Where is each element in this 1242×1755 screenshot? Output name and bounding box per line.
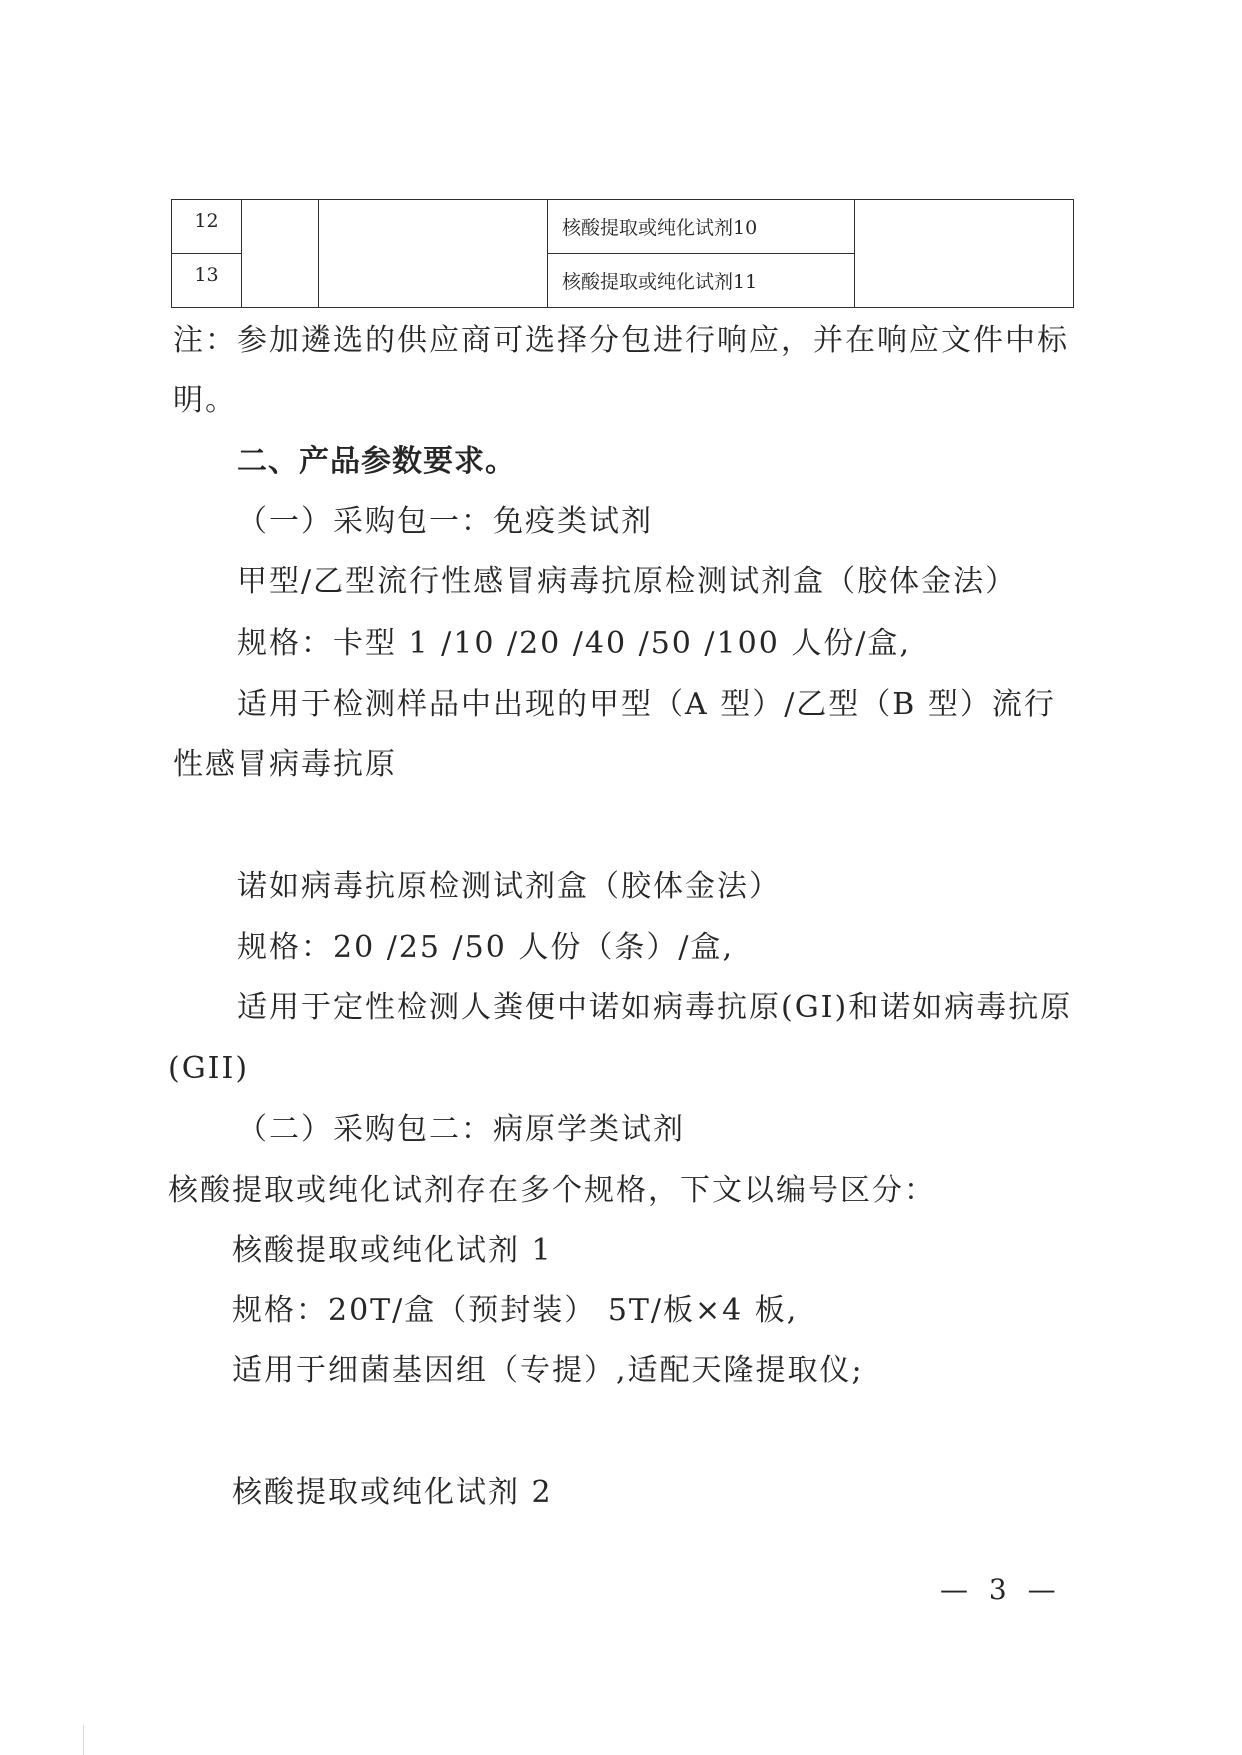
product-name: 诺如病毒抗原检测试剂盒（胶体金法） <box>237 869 781 904</box>
reagent-name-cell: 核酸提取或纯化试剂11 <box>548 254 855 308</box>
note-line: 注：参加遴选的供应商可选择分包进行响应，并在响应文件中标 <box>173 323 1069 358</box>
package-heading: （二）采购包二：病原学类试剂 <box>237 1112 685 1147</box>
package-heading: （一）采购包一：免疫类试剂 <box>237 504 653 539</box>
page-number: — 3 — <box>940 1573 1062 1606</box>
product-usage-continued: (GII) <box>168 1051 250 1086</box>
section-heading: 二、产品参数要求。 <box>237 444 516 479</box>
empty-cell <box>319 200 548 308</box>
product-usage-continued: 性感冒病毒抗原 <box>173 747 397 782</box>
product-name: 甲型/乙型流行性感冒病毒抗原检测试剂盒（胶体金法） <box>237 564 1018 599</box>
product-spec: 规格：卡型 1 /10 /20 /40 /50 /100 人份/盒, <box>237 626 911 661</box>
reagent-name-cell: 核酸提取或纯化试剂10 <box>548 200 855 254</box>
product-usage: 适用于检测样品中出现的甲型（A 型）/乙型（B 型）流行 <box>237 687 1056 722</box>
package-intro: 核酸提取或纯化试剂存在多个规格，下文以编号区分： <box>168 1173 936 1208</box>
reagent-name: 核酸提取或纯化试剂 2 <box>232 1475 553 1510</box>
package-table <box>171 199 1074 308</box>
empty-cell <box>855 200 1074 308</box>
row-number: 12 <box>172 200 242 254</box>
product-spec: 规格：20 /25 /50 人份（条）/盒, <box>237 930 734 965</box>
empty-cell <box>242 200 319 308</box>
reagent-usage: 适用于细菌基因组（专提）,适配天隆提取仪; <box>232 1353 864 1388</box>
reagent-name: 核酸提取或纯化试剂 1 <box>232 1233 553 1268</box>
note-line-continued: 明。 <box>173 383 237 418</box>
scan-artifact-line <box>83 1725 84 1755</box>
row-number: 13 <box>172 254 242 308</box>
reagent-spec: 规格：20T/盒（预封装） 5T/板×4 板, <box>232 1293 799 1328</box>
product-usage: 适用于定性检测人粪便中诺如病毒抗原(GI)和诺如病毒抗原 <box>237 990 1073 1025</box>
table-row <box>172 200 1074 254</box>
